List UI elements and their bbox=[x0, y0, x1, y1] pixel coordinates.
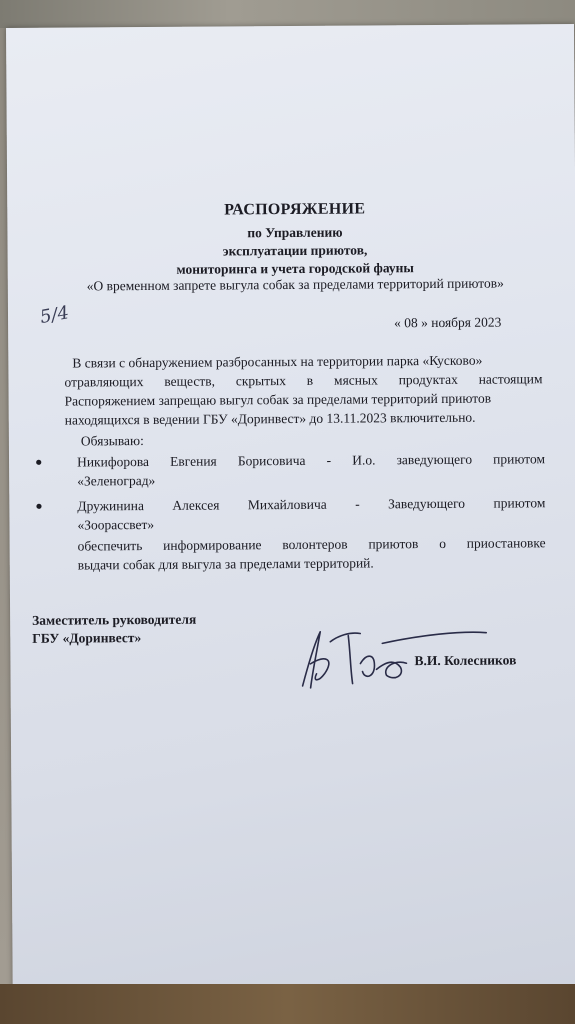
bullet-marker-1: ● bbox=[34, 454, 43, 469]
header-line-1: по Управлению bbox=[247, 224, 343, 241]
signature-position-line-1: Заместитель руководителя bbox=[32, 611, 197, 628]
paragraph-line-3: Распоряжением запрещаю выгул собак за пределами территорий приютов bbox=[64, 390, 492, 409]
closing-line-2: выдачи собак для выгула за пределами территорий. bbox=[77, 555, 374, 573]
paragraph-line-4: находящихся в ведении ГБУ «Доринвест» до 13.11.2023 включительно. bbox=[64, 409, 476, 428]
handwritten-number: 5/4 bbox=[38, 302, 71, 329]
obligate-label: Обязываю: bbox=[80, 433, 144, 449]
document-date: « 08 » ноября 2023 bbox=[394, 314, 502, 331]
document-sheet bbox=[6, 24, 575, 1018]
paragraph-line-1: В связи с обнаружением разбросанных на территории парка «Кусково» bbox=[72, 352, 483, 371]
bullet-1-line-1: Никифорова Евгения Борисовича - И.о. заведующего приютом bbox=[76, 451, 546, 470]
paragraph-line-2: отравляющих веществ, скрытых в мясных продуктах настоящим bbox=[64, 371, 543, 390]
bullet-2-line-2: «Зоорассвет» bbox=[77, 516, 155, 533]
bullet-1-line-2: «Зеленоград» bbox=[77, 472, 156, 489]
header-line-3: мониторинга и учета городской фауны bbox=[176, 260, 414, 277]
signature-position-line-2: ГБУ «Доринвест» bbox=[32, 630, 142, 646]
signature-name: В.И. Колесников bbox=[414, 652, 517, 669]
header-line-4: «О временном запрете выгула собак за пределами территорий приютов» bbox=[86, 275, 504, 294]
background-table-edge bbox=[0, 984, 575, 1024]
bullet-2-line-1: Дружинина Алексея Михайловича - Заведующего приютом bbox=[77, 495, 546, 514]
closing-line-1: обеспечить информирование волонтеров приютов о приостановке bbox=[77, 535, 546, 554]
document-title: РАСПОРЯЖЕНИЕ bbox=[224, 200, 366, 219]
header-line-2: эксплуатации приютов, bbox=[222, 242, 368, 259]
bullet-marker-2: ● bbox=[35, 498, 43, 513]
